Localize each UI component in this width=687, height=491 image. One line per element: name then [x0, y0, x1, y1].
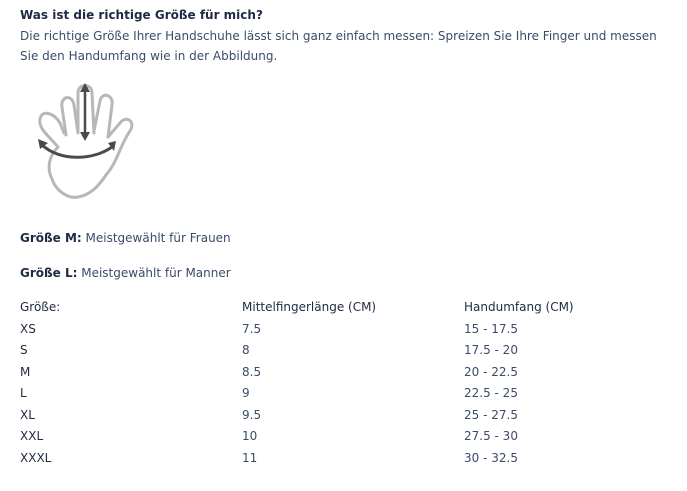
cell-size: XL	[20, 407, 35, 422]
header-middle-finger-length: Mittelfingerlänge (CM)	[242, 300, 377, 314]
cell-size: XS	[20, 321, 36, 336]
cell-hand-circumference: 22.5 - 25	[464, 386, 518, 400]
header-size: Größe:	[20, 300, 61, 314]
cell-size: M	[20, 364, 31, 379]
size-table	[20, 298, 660, 470]
cell-hand-circumference: 20 - 22.5	[464, 364, 518, 379]
cell-hand-circumference: 27.5 - 30	[464, 429, 518, 443]
cell-hand-circumference: 25 - 27.5	[464, 407, 518, 422]
header-hand-circumference: Handumfang (CM)	[464, 300, 574, 314]
size-note-label: Größe M:	[20, 231, 82, 245]
cell-size: XXXL	[20, 450, 52, 465]
size-note-label: Größe L:	[20, 266, 78, 280]
size-note-m	[20, 231, 231, 245]
cell-finger-length: 8	[242, 343, 250, 357]
cell-finger-length: 9.5	[242, 407, 262, 422]
table-row	[20, 363, 660, 385]
size-note-text: Meistgewählt für Manner	[77, 266, 231, 280]
cell-size: S	[20, 343, 28, 357]
cell-finger-length: 8.5	[242, 364, 262, 379]
cell-finger-length: 11	[242, 450, 258, 465]
table-row	[20, 406, 660, 428]
size-note-l	[20, 266, 231, 280]
cell-size: L	[20, 386, 27, 400]
table-row	[20, 384, 660, 406]
hand-measure-icon	[20, 79, 152, 209]
cell-finger-length: 7.5	[242, 321, 262, 336]
size-guide-intro: Die richtige Größe Ihrer Handschuhe lässt sich ganz einfach messen: Spreizen Sie Ihre Finger und messen Sie den Handumfang wie in der Abbildung.	[20, 29, 657, 63]
table-row	[20, 341, 660, 363]
cell-hand-circumference: 17.5 - 20	[464, 343, 518, 357]
size-guide-heading: Was ist die richtige Größe für mich?	[20, 8, 263, 22]
table-row	[20, 320, 660, 342]
table-header-row	[20, 298, 660, 320]
table-row	[20, 427, 660, 449]
cell-size: XXL	[20, 429, 44, 443]
cell-finger-length: 9	[242, 386, 250, 400]
table-row	[20, 449, 660, 471]
cell-hand-circumference: 30 - 32.5	[464, 450, 518, 465]
cell-hand-circumference: 15 - 17.5	[464, 321, 518, 336]
cell-finger-length: 10	[242, 429, 258, 443]
size-note-text: Meistgewählt für Frauen	[81, 231, 231, 245]
